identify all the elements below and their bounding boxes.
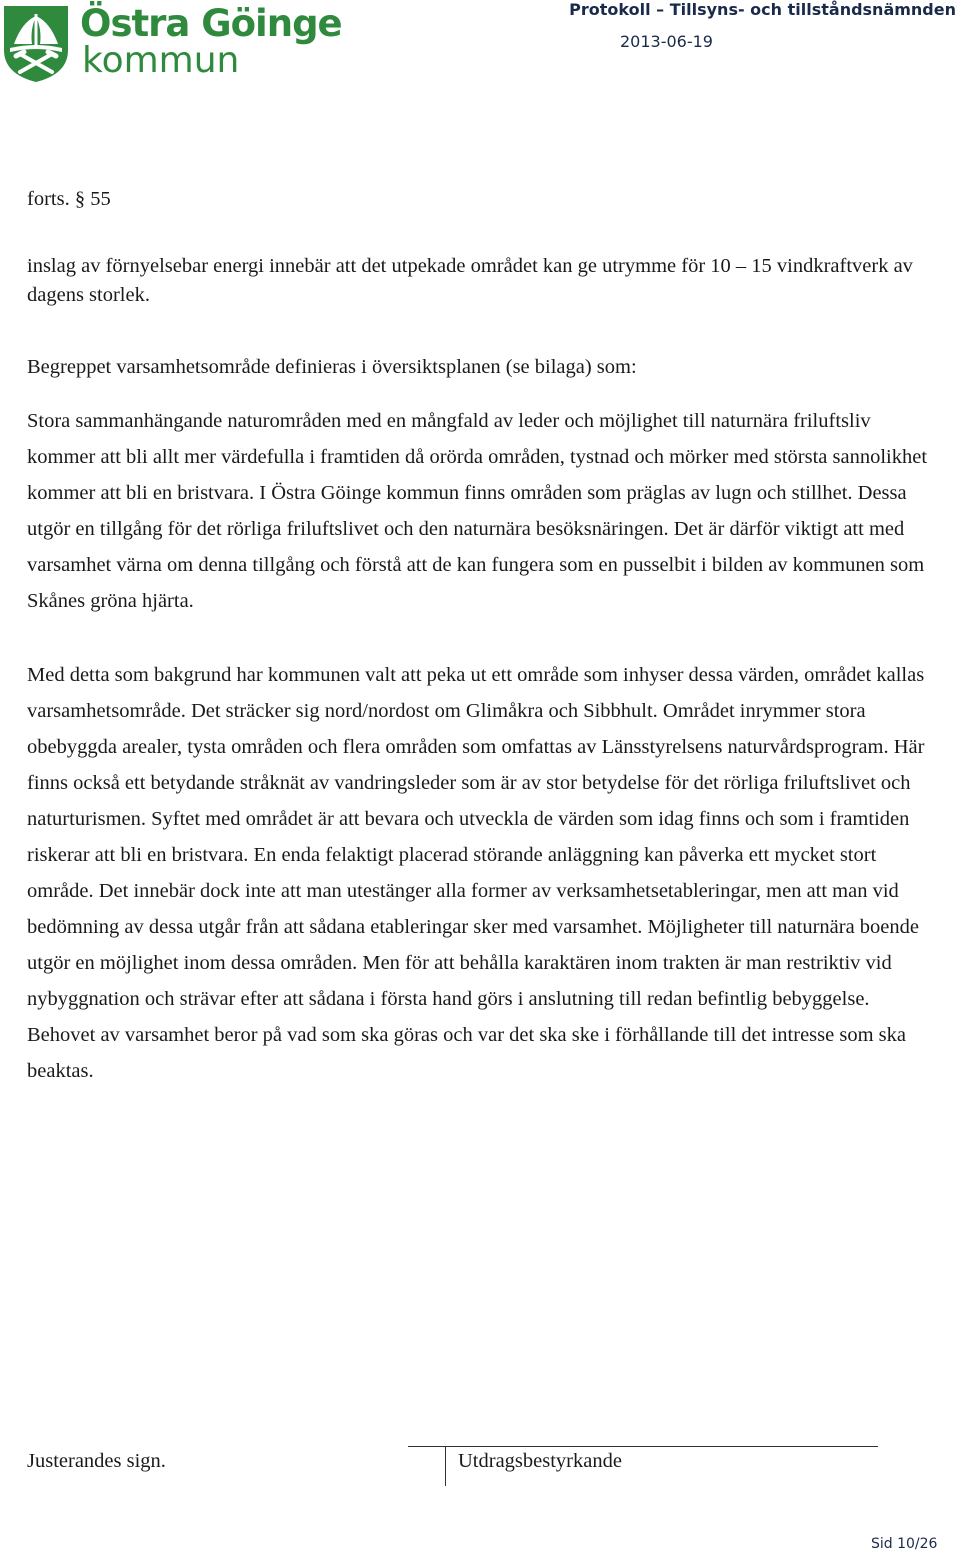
- page-number: Sid 10/26: [871, 1536, 938, 1552]
- utdragsbestyrkande-label: Utdragsbestyrkande: [458, 1450, 622, 1472]
- logo-name-line1: Östra Göinge: [80, 2, 342, 45]
- document-body: [27, 185, 942, 1089]
- municipality-logo: [0, 0, 342, 92]
- paragraph-continuation: inslag av förnyelsebar energi innebär att det utpekade området kan ge utrymme för 10 – 15 vindkraftverk av dagens storlek.: [27, 255, 913, 306]
- justerandes-sign-label: Justerandes sign.: [27, 1450, 166, 1472]
- footer-divider: [408, 1446, 878, 1447]
- paragraph-definition-intro: Begreppet varsamhetsområde definieras i översiktsplanen (se bilaga) som:: [27, 356, 637, 378]
- footer-column-divider: [445, 1446, 446, 1486]
- paragraph-background: Med detta som bakgrund har kommunen valt att peka ut ett område som inhyser dessa värden, området kallas varsamhetsområde. Det sträcker sig nord/nordost om Glimåkra och Sibbhult. Området inrymmer stora obebyggda arealer, tysta områden och flera områden som omfattas av Länsstyrelsens naturvårdsprogram. Här finns också ett betydande stråknät av vandringsleder som är av stor betydelse för det rörliga friluftslivet och naturturismen. Syftet med området är att bevara och utveckla de värden som idag finns och som i framtiden riskerar att bli en bristvara. En enda felaktigt placerad störande anläggning kan påverka ett mycket stort område. Det innebär dock inte att man utestänger alla former av verksamhetsetableringar, men att man vid bedömning av dessa utgår från att sådana etableringar sker med varsamhet. Möjligheter till naturnära boende utgör en möjlighet inom dessa områden. Men för att behålla karaktären inom trakten är man restriktiv vid nybyggnation och strävar efter att sådana i första hand görs i anslutning till redan befintlig bebyggelse. Behovet av varsamhet beror på vad som ska göras och var det ska ske i förhållande till det intresse som ska beaktas.: [27, 664, 925, 1082]
- municipal-crest-icon: [0, 4, 72, 84]
- document-title: Protokoll – Tillsyns- och tillståndsnämnden: [569, 0, 956, 19]
- document-date: 2013-06-19: [620, 32, 713, 51]
- logo-name-line2: kommun: [82, 40, 240, 81]
- paragraph-definition-quote: Stora sammanhängande naturområden med en mångfald av leder och möjlighet till naturnära friluftsliv kommer att bli allt mer värdefulla i framtiden då orörda områden, tystnad och mörker med största sannolikhet kommer att bli en bristvara. I Östra Göinge kommun finns områden som präglas av lugn och stillhet. Dessa utgör en tillgång för det rörliga friluftslivet och den naturnära besöksnäringen. Det är därför viktigt att med varsamhet värna om denna tillgång och förstå att de kan fungera som en pusselbit i bilden av kommunen som Skånes gröna hjärta.: [27, 410, 928, 612]
- section-reference: forts. § 55: [27, 188, 111, 210]
